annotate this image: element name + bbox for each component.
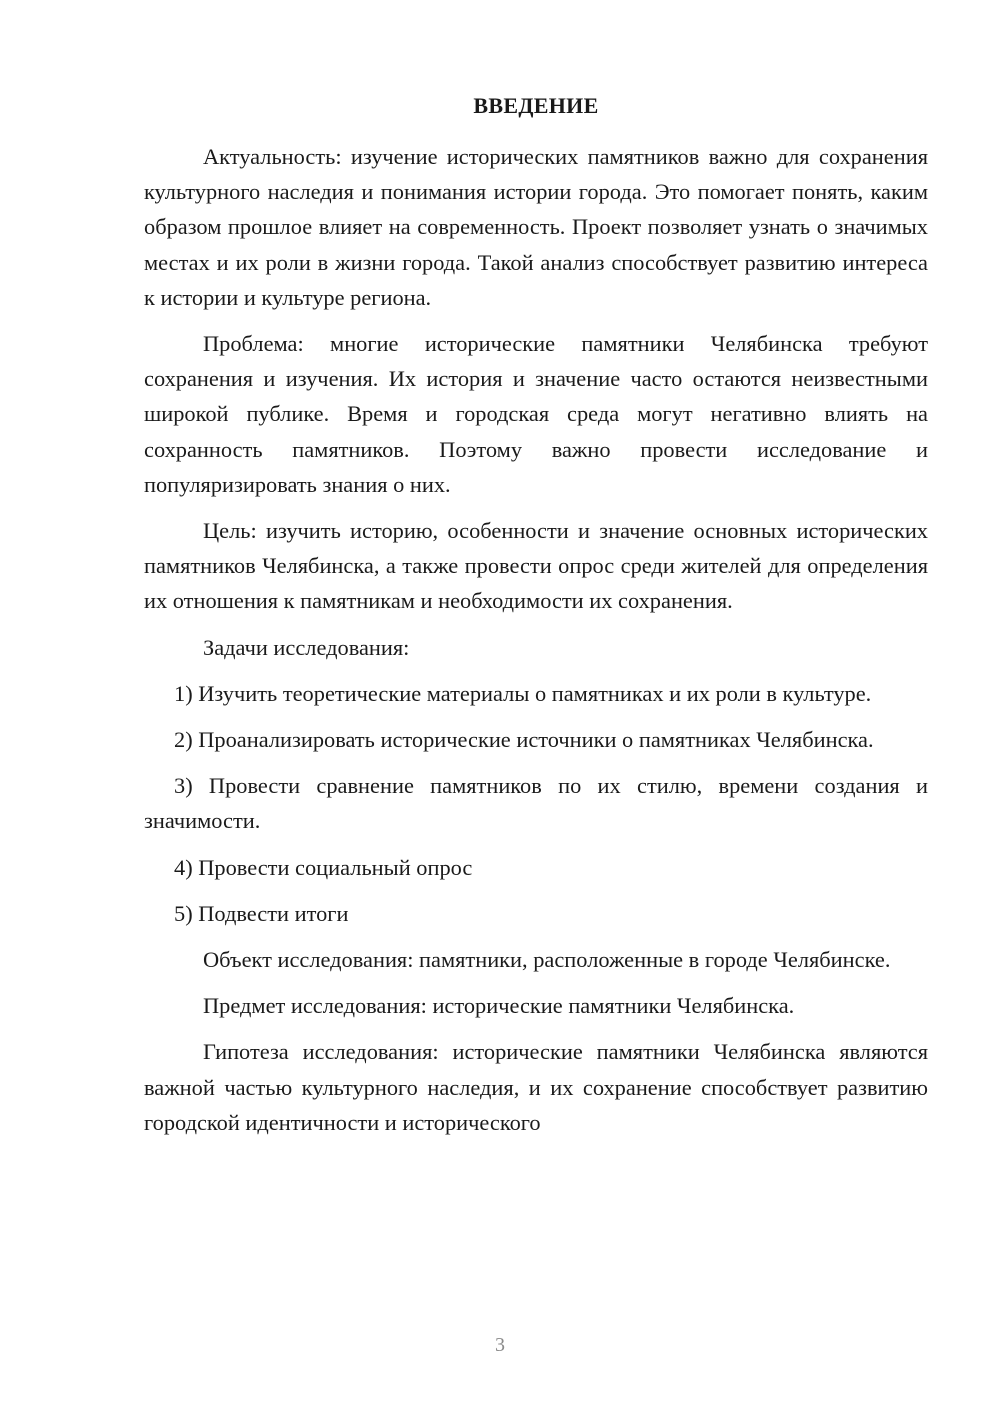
task-item-1: 1) Изучить теоретические материалы о памятниках и их роли в культуре. (174, 680, 872, 706)
task-item-3: 3) Провести сравнение памятников по их стилю, времени создания и значимости. (144, 773, 928, 834)
page-number: 3 (495, 1334, 505, 1356)
subject-paragraph: Предмет исследования: исторические памятники Челябинска. (203, 993, 795, 1019)
object-paragraph: Объект исследования: памятники, расположенные в городе Челябинске. (203, 947, 891, 973)
task-item-4: 4) Провести социальный опрос (174, 854, 473, 880)
tasks-title: Задачи исследования: (203, 634, 410, 660)
task-item-5: 5) Подвести итоги (174, 900, 349, 926)
document-page (144, 92, 928, 1151)
relevance-paragraph: Актуальность: изучение исторических памятников важно для сохранения культурного наследия и понимания истории города. Это помогает понять, каким образом прошлое влияет на современность. Проект позволяет узнать о значимых местах и их роли в жизни города. Такой анализ способствует развитию интереса к истории и культуре региона. (144, 144, 928, 310)
goal-paragraph: Цель: изучить историю, особенности и значение основных исторических памятников Челябинска, а также провести опрос среди жителей для определения их отношения к памятникам и необходимости их сохранения. (144, 518, 928, 614)
problem-paragraph: Проблема: многие исторические памятники Челябинска требуют сохранения и изучения. Их история и значение часто остаются неизвестными широкой публике. Время и городская среда могут негативно влиять на сохранность памятников. Поэтому важно провести исследование и популяризировать знания о них. (144, 331, 928, 497)
hypothesis-paragraph: Гипотеза исследования: исторические памятники Челябинска являются важной частью культурного наследия, и их сохранение способствует развитию городской идентичности и исторического (144, 1039, 928, 1135)
task-item-2: 2) Проанализировать исторические источники о памятниках Челябинска. (174, 727, 874, 753)
section-heading: ВВЕДЕНИЕ (473, 93, 599, 118)
